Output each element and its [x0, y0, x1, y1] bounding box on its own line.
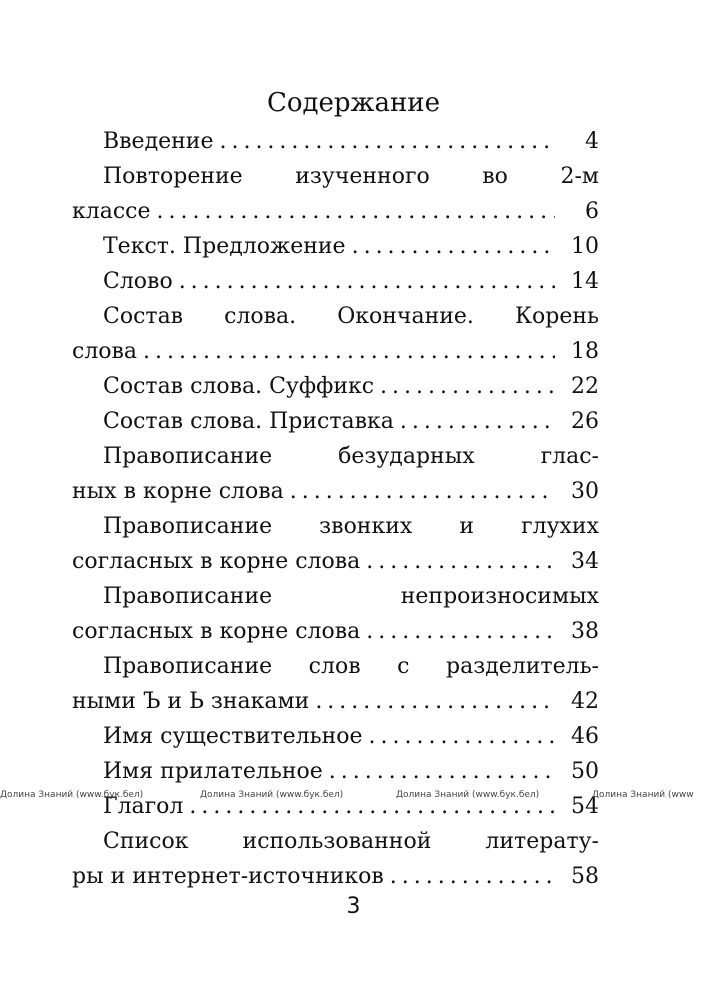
toc-entry-row — [72, 194, 599, 229]
toc-entry-text: Список использованной литерату- — [103, 829, 599, 854]
toc-page-number: 50 — [571, 759, 599, 784]
dot-leader — [352, 229, 555, 264]
toc-page-number: 42 — [571, 689, 599, 714]
toc-page-number: 46 — [571, 724, 599, 749]
toc-entry-row — [72, 334, 599, 369]
toc-entry — [72, 824, 599, 894]
toc-entry — [72, 404, 599, 439]
toc-entry-text: слова — [72, 339, 138, 364]
dot-leader — [369, 719, 555, 754]
toc-entry-text: ных в корне слова — [72, 479, 284, 504]
watermark — [0, 785, 707, 805]
toc-entry-row — [72, 124, 599, 159]
toc-page-number: 18 — [571, 339, 599, 364]
toc-entry-text: Введение — [103, 129, 214, 154]
toc-entry-row — [72, 544, 599, 579]
toc-entry-text: Правописание звонких и глухих — [103, 514, 599, 539]
toc-entry — [72, 229, 599, 264]
toc-entry-row — [72, 719, 599, 754]
toc-entry-row — [72, 474, 599, 509]
toc-entry-text: Состав слова. Суффикс — [103, 374, 375, 399]
toc-entry — [72, 439, 599, 509]
toc-entry — [72, 369, 599, 404]
toc-entry — [72, 719, 599, 754]
toc-entry-row — [72, 369, 599, 404]
dot-leader — [380, 369, 555, 404]
dot-leader — [179, 264, 555, 299]
dot-leader — [400, 404, 555, 439]
toc-entry-text: согласных в корне слова — [72, 549, 361, 574]
toc-entry — [72, 649, 599, 719]
toc-page-number: 10 — [571, 234, 599, 259]
toc-entry — [72, 264, 599, 299]
toc-entry-text: Текст. Предложение — [103, 234, 346, 259]
toc-entry — [72, 754, 599, 789]
dot-leader — [219, 124, 555, 159]
toc-page-number: 38 — [571, 619, 599, 644]
toc-entry-row — [72, 229, 599, 264]
toc-page-number: 54 — [571, 794, 599, 819]
toc-entry-text: Состав слова. Окончание. Корень — [103, 304, 599, 329]
toc-entry — [72, 159, 599, 229]
toc-page-number: 14 — [571, 269, 599, 294]
dot-leader — [143, 334, 555, 369]
toc-page-number: 34 — [571, 549, 599, 574]
page-number: 3 — [346, 894, 361, 919]
toc-entry-text: классе — [72, 199, 151, 224]
toc-page-number: 22 — [571, 374, 599, 399]
toc-page-number: 4 — [585, 129, 599, 154]
dot-leader — [290, 474, 555, 509]
toc-entry-row — [72, 264, 599, 299]
table-of-contents — [72, 124, 599, 894]
dot-leader — [390, 859, 555, 894]
toc-entry-row — [72, 859, 599, 894]
toc-entry-text: Повторение изученного во 2-м — [103, 164, 599, 189]
toc-entry-text: Состав слова. Приставка — [103, 409, 394, 434]
toc-entry-text: ными Ъ и Ь знаками — [72, 689, 310, 714]
toc-page-number: 26 — [571, 409, 599, 434]
toc-entry-text: согласных в корне слова — [72, 619, 361, 644]
toc-entry-row — [72, 614, 599, 649]
toc-entry-row — [72, 684, 599, 719]
page-title: Содержание — [266, 88, 441, 118]
toc-entry — [72, 299, 599, 369]
dot-leader — [329, 754, 555, 789]
toc-entry — [72, 579, 599, 649]
toc-entry-text: Имя прилательное — [103, 759, 323, 784]
watermark-text: Долина Знаний (www — [592, 790, 694, 800]
toc-entry-text: Слово — [103, 269, 173, 294]
toc-entry-text: Глагол — [103, 794, 184, 819]
dot-leader — [315, 684, 555, 719]
toc-entry-text: ры и интернет-источников — [72, 864, 384, 889]
dot-leader — [157, 194, 555, 229]
toc-entry-text: Правописание непроизносимых — [103, 584, 599, 609]
toc-entry-row — [72, 404, 599, 439]
watermark-text: Долина Знаний (www.бук.бел) — [396, 790, 540, 800]
toc-entry-row — [72, 754, 599, 789]
toc-page-number: 58 — [571, 864, 599, 889]
watermark-text: Долина Знаний (www.бук.бел) — [200, 790, 344, 800]
toc-page-number: 6 — [585, 199, 599, 224]
toc-entry-text: Правописание слов с разделитель- — [103, 654, 599, 679]
dot-leader — [366, 614, 555, 649]
toc-entry — [72, 509, 599, 579]
toc-entry — [72, 124, 599, 159]
watermark-text: Долина Знаний (www.бук.бел) — [0, 790, 144, 800]
toc-entry-text: Имя существительное — [103, 724, 363, 749]
toc-page-number: 30 — [571, 479, 599, 504]
toc-entry-text: Правописание безударных глас- — [103, 444, 599, 469]
dot-leader — [366, 544, 555, 579]
